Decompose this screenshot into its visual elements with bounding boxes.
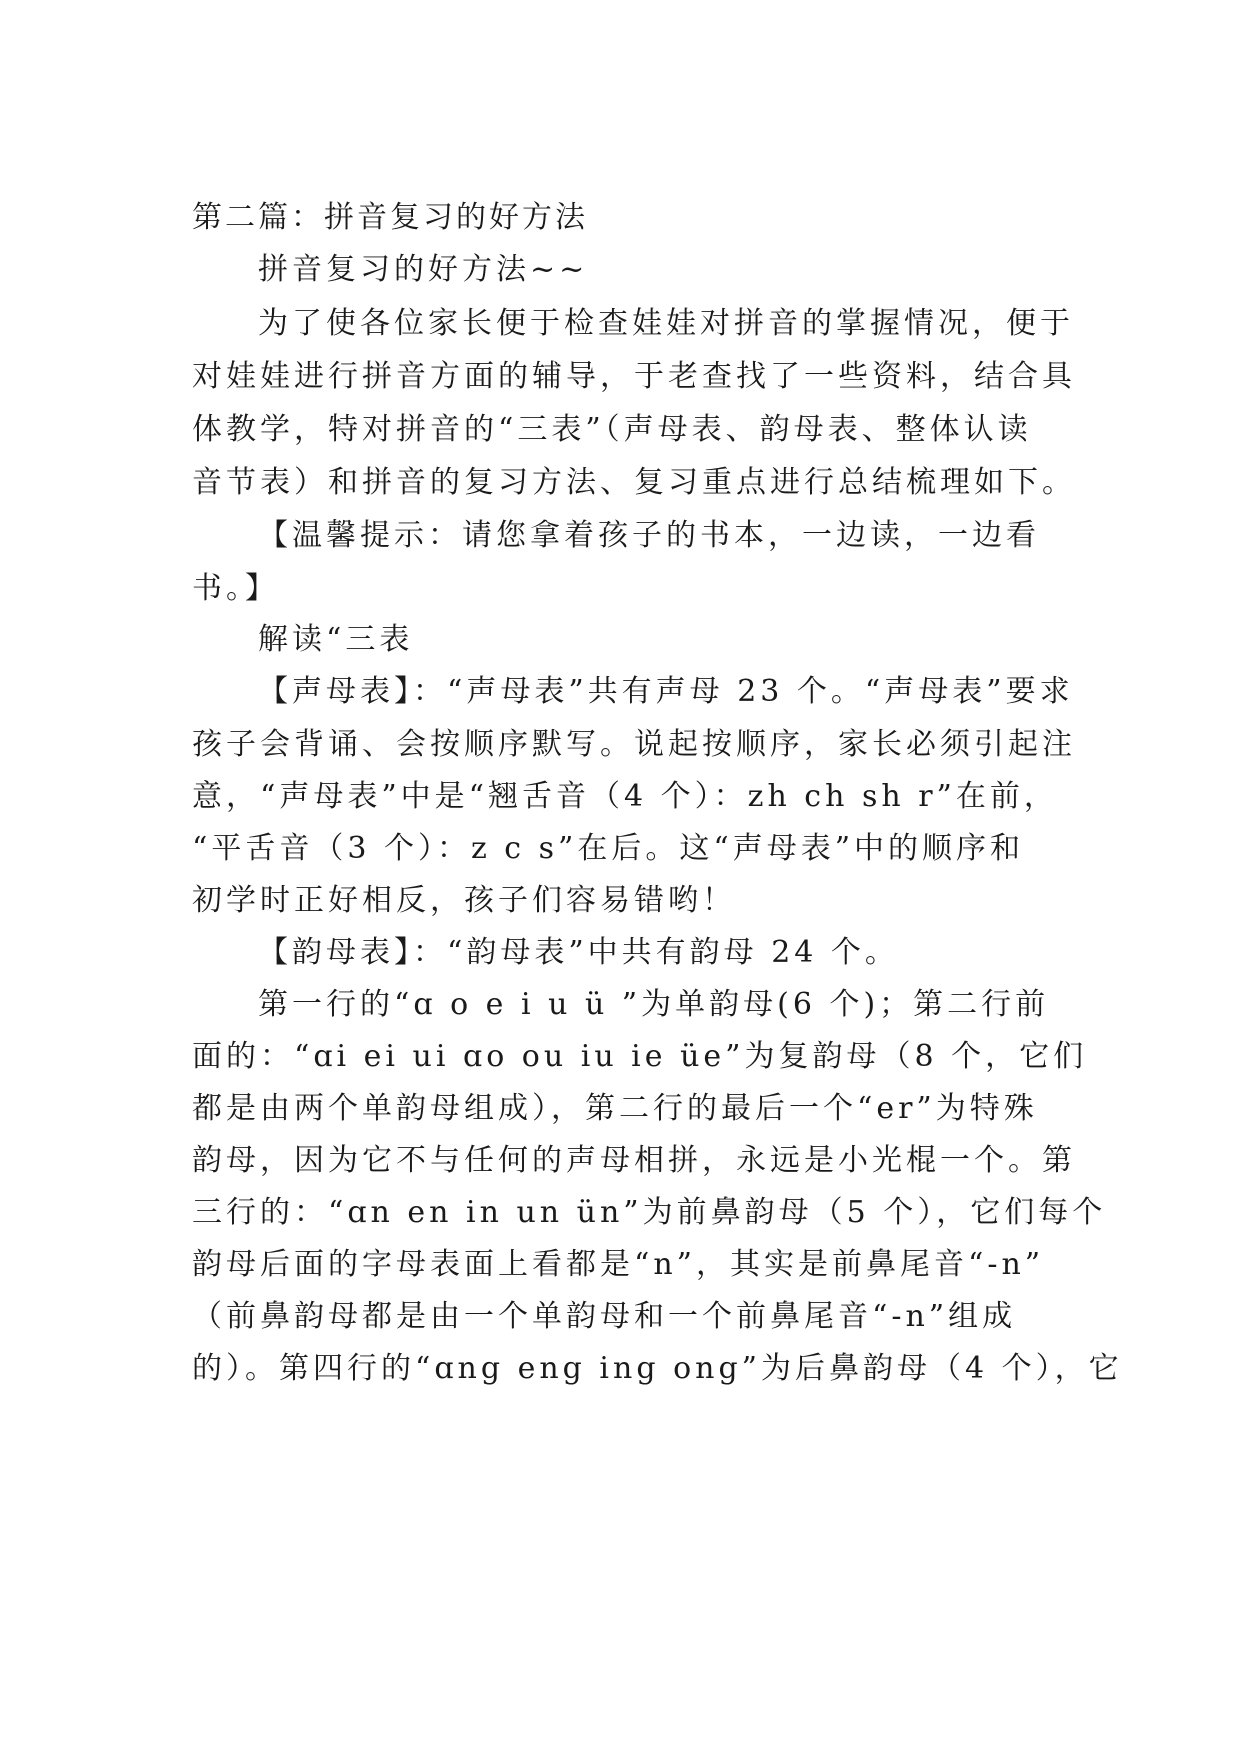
paragraph-line: 为了使各位家长便于检查娃娃对拼音的掌握情况，便于 (258, 306, 1074, 341)
paragraph-line: 三行的：“ɑn en in un ün”为前鼻韵母（5 个），它们每个 (192, 1195, 1107, 1230)
tip-line: 【温馨提示：请您拿着孩子的书本，一边读，一边看 (258, 518, 1040, 553)
paragraph-line: 【声母表】：“声母表”共有声母 23 个。“声母表”要求 (258, 674, 1074, 709)
paragraph-line: 【韵母表】：“韵母表”中共有韵母 24 个。 (258, 935, 899, 970)
paragraph-line: 第一行的“ɑ o e i u ü ”为单韵母(6 个)；第二行前 (258, 987, 1050, 1022)
paragraph-line: 面的：“ɑi ei ui ɑo ou iu ie üe”为复韵母（8 个，它们 (192, 1039, 1088, 1074)
paragraph-line: 意，“声母表”中是“翘舌音（4 个）：zh ch sh r”在前， (192, 779, 1058, 814)
section-heading: 解读“三表 (258, 622, 414, 657)
paragraph-line: 对娃娃进行拼音方面的辅导，于老查找了一些资料，结合具 (192, 359, 1076, 394)
tip-line: 书。】 (192, 571, 279, 606)
paragraph-line: 体教学，特对拼音的“三表”（声母表、韵母表、整体认读 (192, 412, 1032, 447)
paragraph-line: 音节表）和拼音的复习方法、复习重点进行总结梳理如下。 (192, 465, 1076, 500)
paragraph-line: 都是由两个单韵母组成），第二行的最后一个“er”为特殊 (192, 1091, 1038, 1126)
paragraph-line: 韵母，因为它不与任何的声母相拼，永远是小光棍一个。第 (192, 1143, 1076, 1178)
paragraph-line: “平舌音（3 个）：z c s”在后。这“声母表”中的顺序和 (192, 831, 1025, 866)
paragraph-line: 韵母后面的字母表面上看都是“n”，其实是前鼻尾音“-n” (192, 1247, 1045, 1282)
document-subtitle: 拼音复习的好方法~~ (258, 252, 589, 287)
document-title: 第二篇：拼音复习的好方法 (192, 200, 588, 235)
paragraph-line: （前鼻韵母都是由一个单韵母和一个前鼻尾音“-n”组成 (192, 1299, 1017, 1334)
paragraph-line: 孩子会背诵、会按顺序默写。说起按顺序，家长必须引起注 (192, 727, 1076, 762)
paragraph-line: 的）。第四行的“ɑng eng ing ong”为后鼻韵母（4 个），它 (192, 1351, 1123, 1386)
paragraph-line: 初学时正好相反，孩子们容易错哟！ (192, 883, 736, 918)
